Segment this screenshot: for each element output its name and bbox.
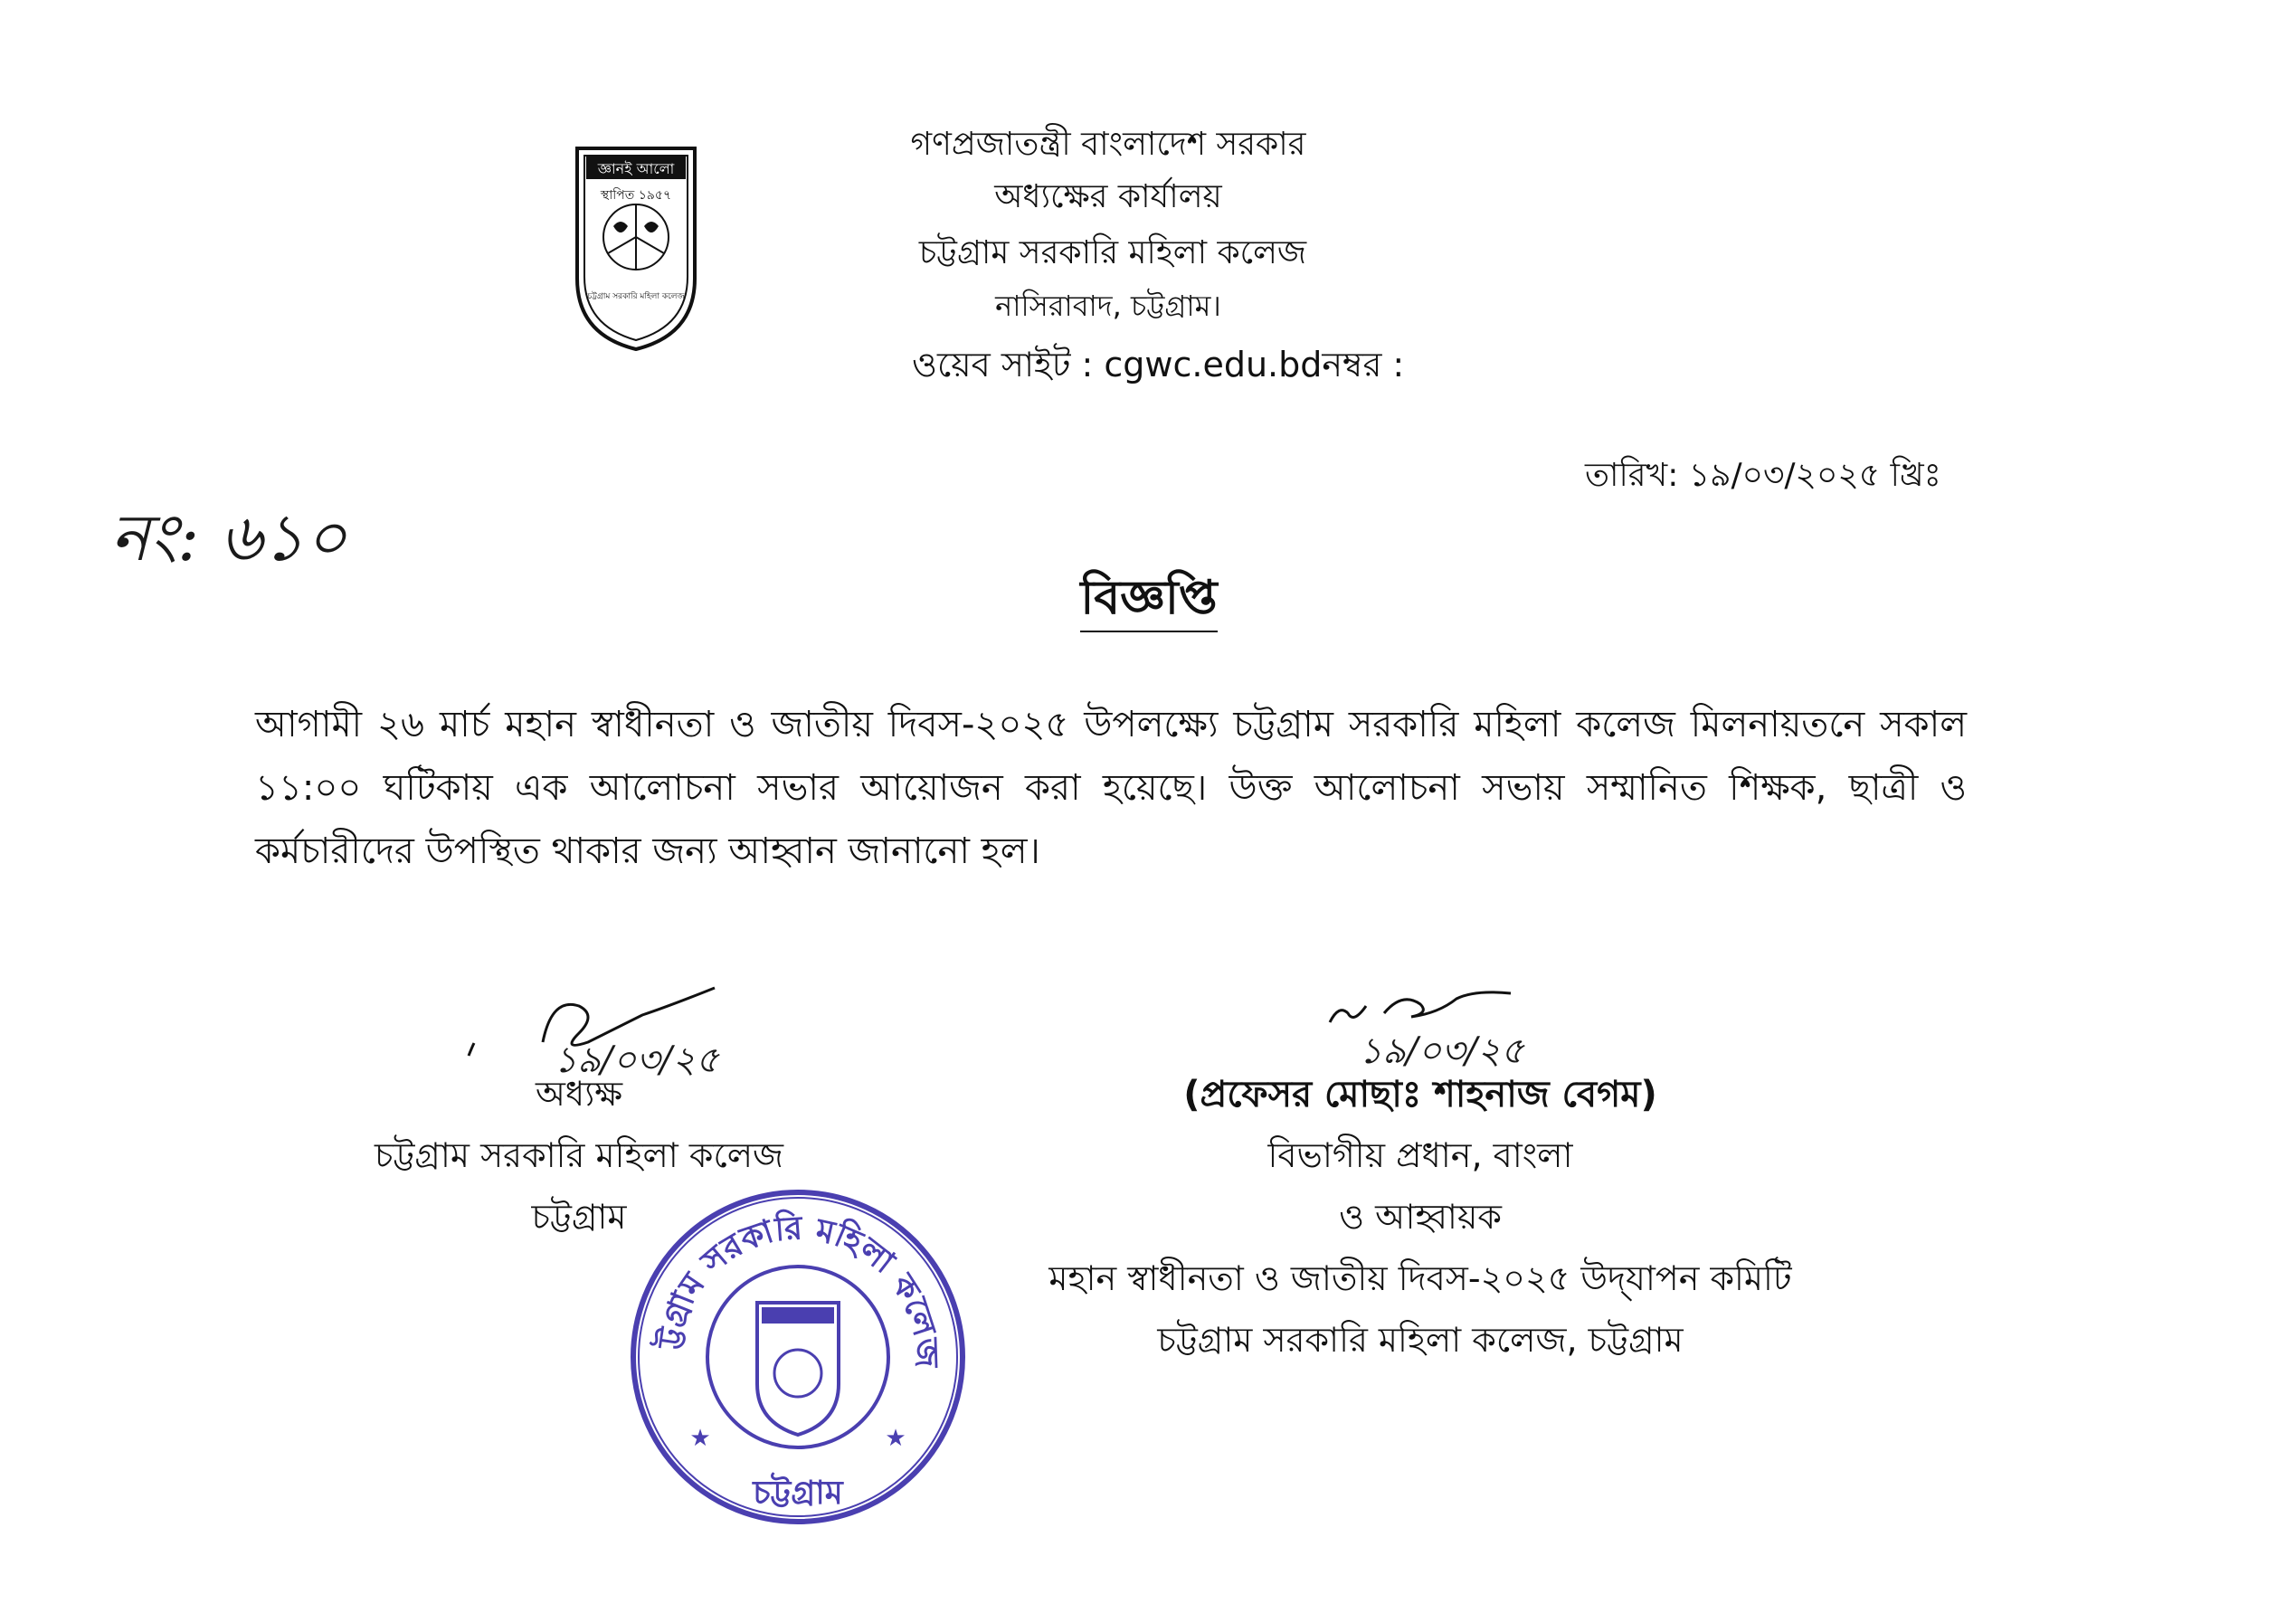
- svg-text:★: ★: [689, 1425, 711, 1452]
- committee-name: মহান স্বাধীনতা ও জাতীয় দিবস-২০২৫ উদ্‌যাপন কমিটি: [1048, 1258, 1792, 1298]
- college-crest-icon: [572, 143, 700, 353]
- convener-role: ও আহ্বায়ক: [1339, 1197, 1502, 1237]
- notice-title-text: বিজ্ঞপ্তি: [1080, 571, 1217, 632]
- convener-name: (প্রফেসর মোছাঃ শাহনাজ বেগম): [1183, 1074, 1657, 1115]
- notice-body: আগামী ২৬ মার্চ মহান স্বাধীনতা ও জাতীয় দিবস-২০২৫ উপলক্ষ্যে চট্টগ্রাম সরকারি মহিলা কলেজ মিলনায়তনে সকাল ১১:০০ ঘটিকায় এক আলোচনা সভার আয়োজন করা হয়েছে। উক্ত আলোচনা সভায় সম্মানিত শিক্ষক, ছাত্রী ও কর্মচারীদের উপস্থিত থাকার জন্য আহ্বান জানানো হল।: [255, 704, 1967, 872]
- svg-text:স্থাপিত ১৯৫৭: স্থাপিত ১৯৫৭: [600, 188, 672, 203]
- institution-line: চট্টগ্রাম সরকারি মহিলা কলেজ: [918, 234, 1307, 271]
- government-line: গণপ্রজাতন্ত্রী বাংলাদেশ সরকার: [910, 126, 1306, 163]
- notice-title: [977, 561, 1321, 640]
- svg-text:★: ★: [885, 1425, 906, 1452]
- college-logo: [572, 143, 700, 353]
- memo-number: নং: ৬১০: [110, 499, 347, 575]
- office-line: অধ্যক্ষের কার্যালয়: [994, 178, 1222, 215]
- svg-text:চট্টগ্রাম: চট্টগ্রাম: [753, 1475, 843, 1512]
- notice-date: তারিখ: ১৯/০৩/২০২৫ খ্রিঃ: [1585, 457, 1941, 494]
- seal-stamp-icon: [626, 1185, 970, 1529]
- principal-signature-date: ১৯/০৩/২৫: [554, 1039, 719, 1081]
- official-seal: [626, 1185, 970, 1529]
- svg-text:চট্টগ্রাম সরকারি মহিলা কলেজ: চট্টগ্রাম সরকারি মহিলা কলেজ: [587, 292, 685, 301]
- svg-text:জ্ঞানই আলো: জ্ঞানই আলো: [597, 160, 675, 177]
- website-line: ওয়েব সাইট : cgwc.edu.bdনম্বর :: [912, 345, 1405, 384]
- convener-designation: বিভাগীয় প্রধান, বাংলা: [1267, 1135, 1573, 1175]
- convener-signature-date: ১৯/০৩/২৫: [1359, 1030, 1524, 1072]
- svg-text:চট্টগ্রাম সরকারি মহিলা কলেজ: ট্টগ্রাম সরকারি মহিলা কলেজ: [651, 1210, 945, 1369]
- principal-city: চট্টগ্রাম: [531, 1197, 627, 1237]
- principal-institution: চট্টগ্রাম সরকারি মহিলা কলেজ: [374, 1135, 784, 1175]
- convener-institution: চট্টগ্রাম সরকারি মহিলা কলেজ, চট্টগ্রাম: [1157, 1320, 1684, 1360]
- address-line: নাসিরাবাদ, চট্টগ্রাম।: [995, 289, 1221, 323]
- principal-title: অধ্যক্ষ: [535, 1074, 622, 1114]
